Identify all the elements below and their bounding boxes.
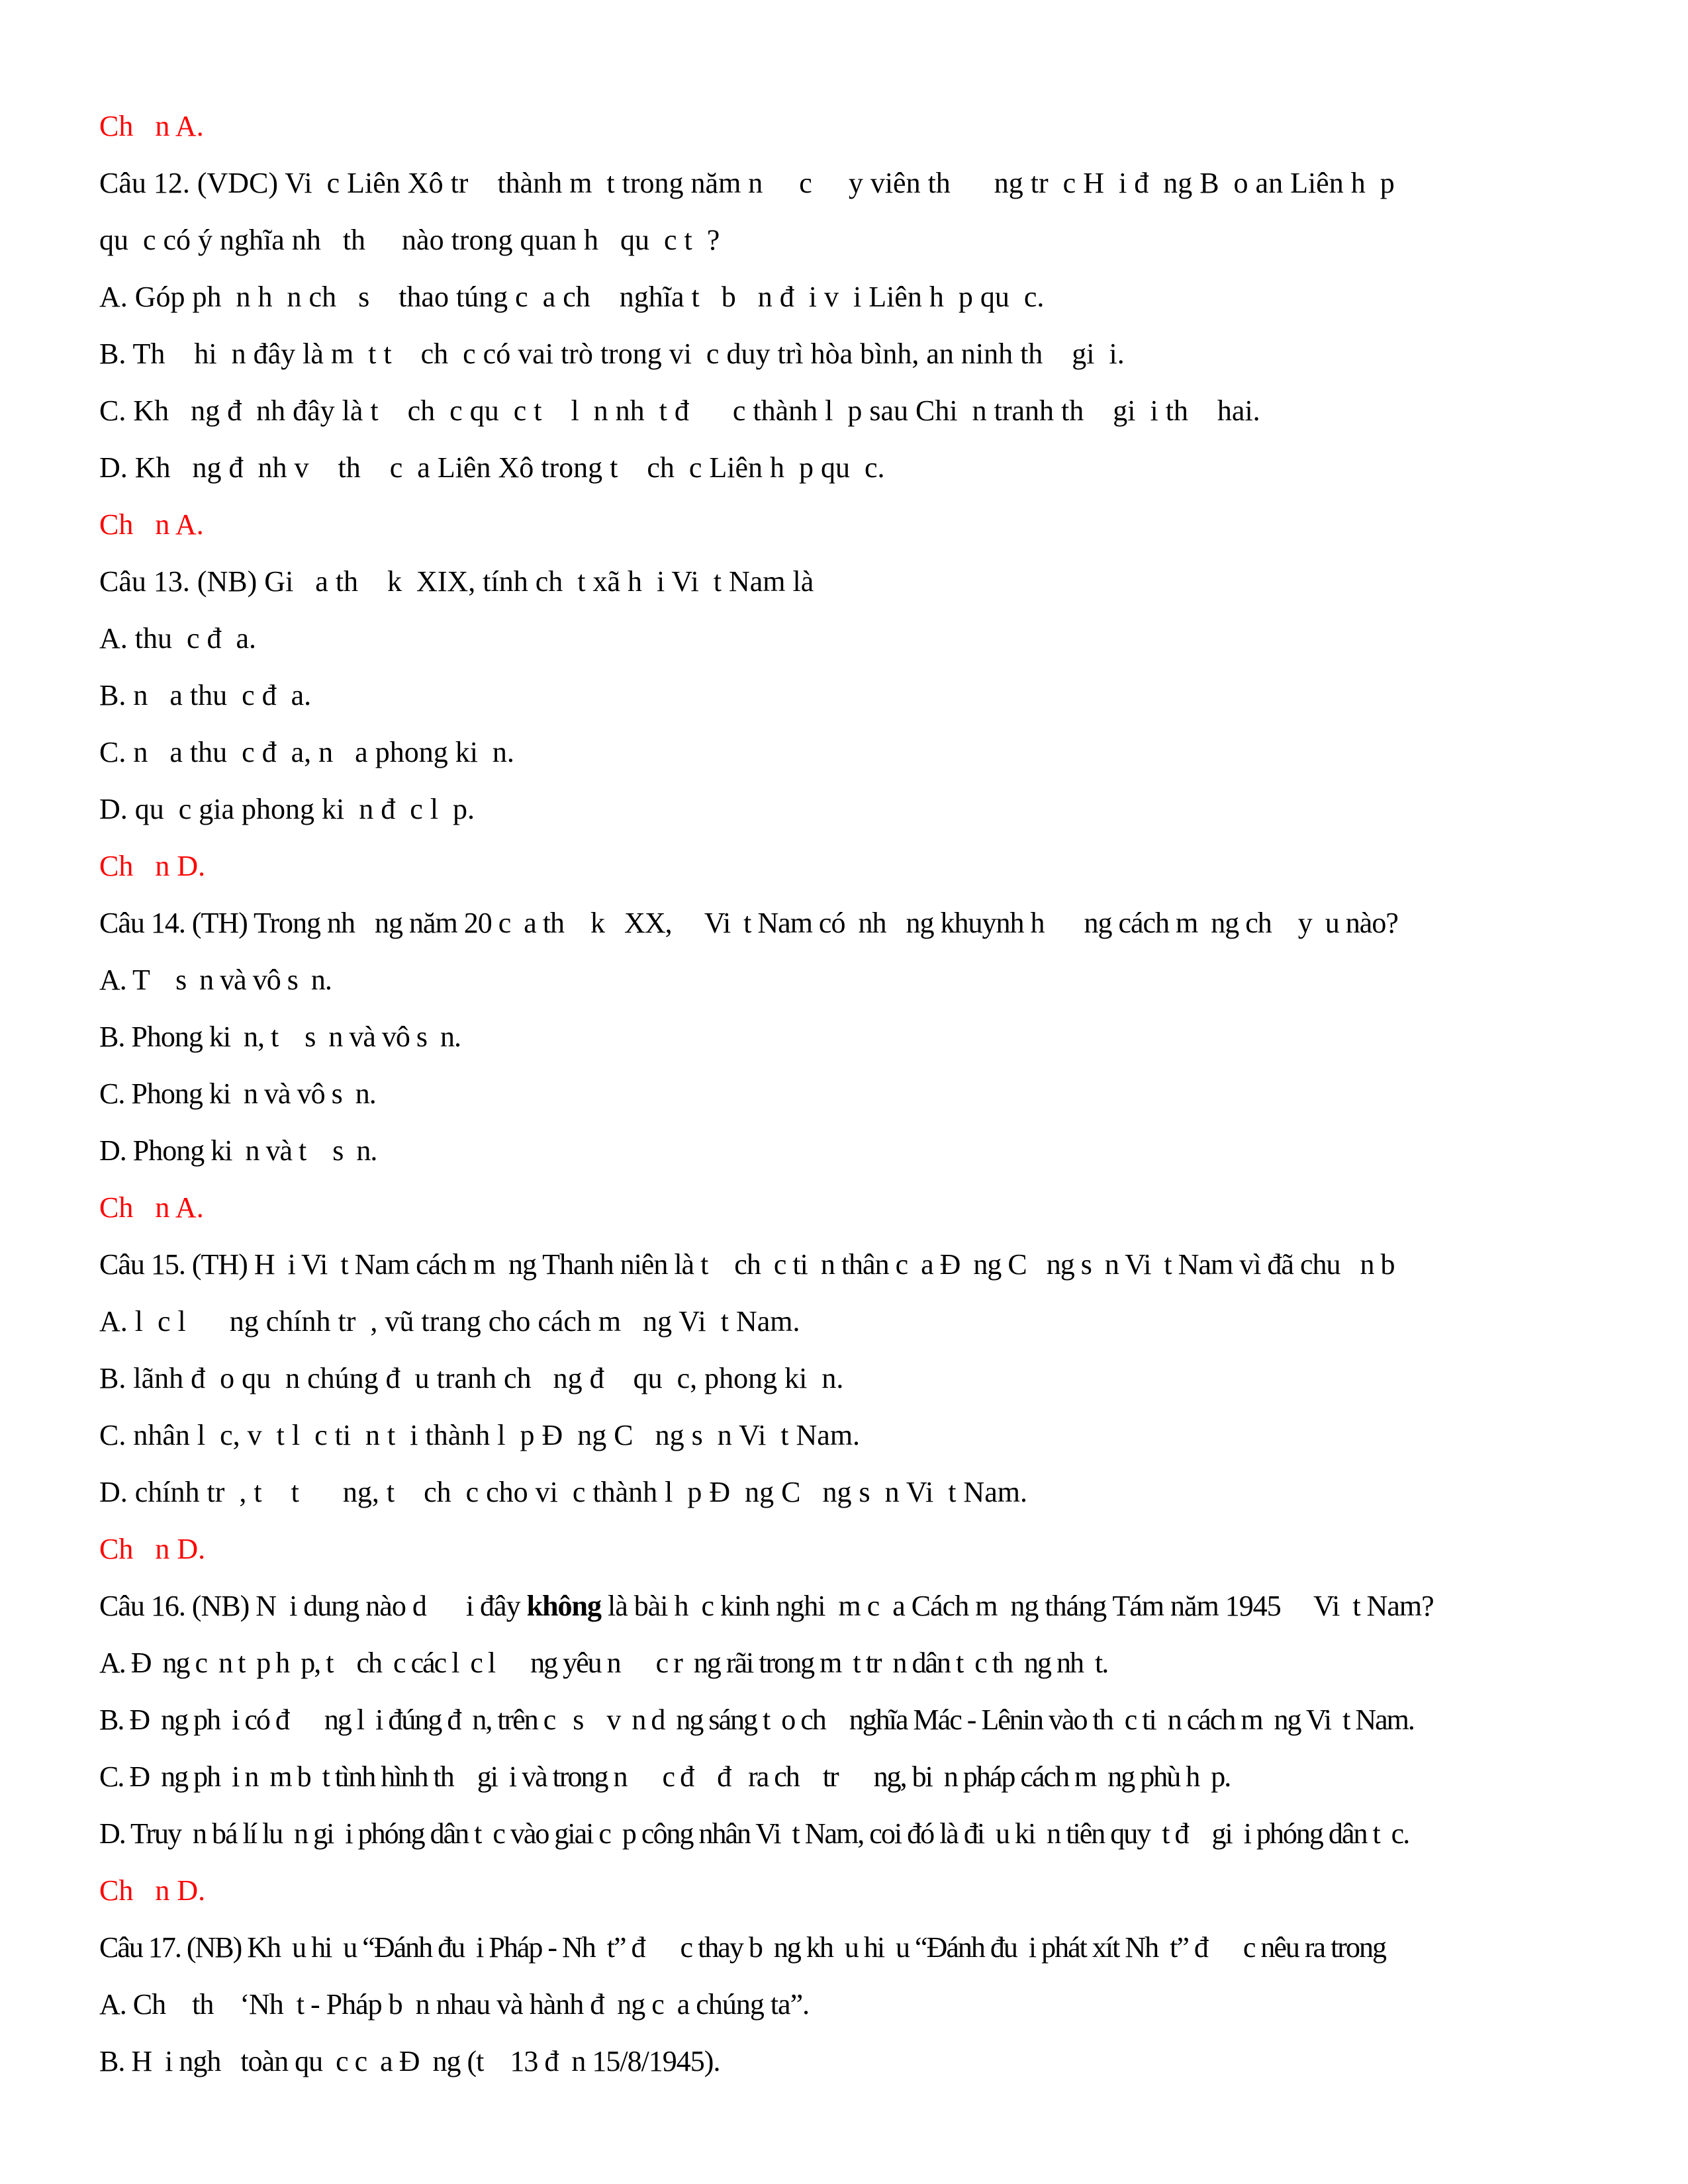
question-13-stem: Câu 13. (NB) Gi a th k XIX, tính ch t xã h i Vi t Nam là <box>99 565 814 598</box>
question-14-option-b: B. Phong ki n, t s n và vô s n. <box>99 1021 461 1053</box>
question-16-option-c: C. Đ ng ph i n m b t tình hình th gi i và trong n c đ đ ra ch tr ng, bi n pháp cách m ng phù h p. <box>99 1760 1231 1793</box>
question-16-stem-post: là bài h c kinh nghi m c a Cách m ng tháng Tám năm 1945 Vi t Nam? <box>601 1590 1434 1622</box>
question-17-option-b: B. H i ngh toàn qu c c a Đ ng (t 13 đ n 15/8/1945). <box>99 2045 720 2077</box>
question-14 <box>99 895 1595 1179</box>
question-16-stem <box>99 1578 1595 1635</box>
question-15-stem: Câu 15. (TH) H i Vi t Nam cách m ng Thanh niên là t ch c ti n thân c a Đ ng C ng s n Vi t Nam vì đã chu n b <box>99 1248 1395 1281</box>
question-12-option-b: B. Th hi n đây là m t t ch c có vai trò trong vi c duy trì hòa bình, an ninh th gi i. <box>99 338 1125 370</box>
question-14-option-a: A. T s n và vô s n. <box>99 964 332 996</box>
question-16 <box>99 1578 1595 1862</box>
question-13-option-d: D. qu c gia phong ki n đ c l p. <box>99 793 475 825</box>
answer-q16: Ch n D. <box>99 1874 206 1907</box>
question-16-option-b: B. Đ ng ph i có đ ng l i đúng đ n, trên c s v n d ng sáng t o ch nghĩa Mác - Lênin vào th c ti n cách m ng Vi t Nam. <box>99 1704 1414 1736</box>
question-16-stem-emphasis: không <box>526 1590 602 1622</box>
answer-q15: Ch n D. <box>99 1533 206 1565</box>
question-12-option-d: D. Kh ng đ nh v th c a Liên Xô trong t ch c Liên h p qu c. <box>99 451 885 484</box>
answer-q13: Ch n D. <box>99 850 206 882</box>
question-15 <box>99 1236 1595 1521</box>
question-13 <box>99 553 1595 838</box>
question-17-stem: Câu 17. (NB) Kh u hi u “Đánh đu i Pháp - Nh t” đ c thay b ng kh u hi u “Đánh đu i phát xít Nh t” đ c nêu ra trong <box>99 1931 1385 1964</box>
question-16-stem-pre: Câu 16. (NB) N i dung nào d i đây <box>99 1590 527 1622</box>
question-16-option-a: A. Đ ng c n t p h p, t ch c các l c l ng yêu n c r ng rãi trong m t tr n dân t c th ng nh t. <box>99 1647 1108 1679</box>
question-15-option-a: A. l c l ng chính tr , vũ trang cho cách m ng Vi t Nam. <box>99 1305 800 1338</box>
answer-q11: Ch n A. <box>99 110 204 142</box>
question-17 <box>99 1919 1595 2090</box>
question-14-stem: Câu 14. (TH) Trong nh ng năm 20 c a th k XX, Vi t Nam có nh ng khuynh h ng cách m ng ch y u nào? <box>99 907 1398 939</box>
question-15-option-c: C. nhân l c, v t l c ti n t i thành l p Đ ng C ng s n Vi t Nam. <box>99 1419 861 1451</box>
question-12 <box>99 155 1595 496</box>
answer-q12: Ch n A. <box>99 508 204 541</box>
question-13-option-a: A. thu c đ a. <box>99 622 257 655</box>
question-15-option-b: B. lãnh đ o qu n chúng đ u tranh ch ng đ qu c, phong ki n. <box>99 1362 844 1394</box>
question-14-option-c: C. Phong ki n và vô s n. <box>99 1077 376 1110</box>
question-17-option-a: A. Ch th ‘Nh t - Pháp b n nhau và hành đ ng c a chúng ta”. <box>99 1988 810 2021</box>
question-12-option-c: C. Kh ng đ nh đây là t ch c qu c t l n nh t đ c thành l p sau Chi n tranh th gi i th hai. <box>99 394 1260 427</box>
question-12-stem-line2: qu c có ý nghĩa nh th nào trong quan h qu c t ? <box>99 224 720 256</box>
document-page <box>99 98 1595 2090</box>
question-12-stem-line1: Câu 12. (VDC) Vi c Liên Xô tr thành m t trong năm n c y viên th ng tr c H i đ ng B o an Liên h p <box>99 167 1395 199</box>
question-16-option-d: D. Truy n bá lí lu n gi i phóng dân t c vào giai c p công nhân Vi t Nam, coi đó là đi u ki n tiên quy t đ gi i phóng dân t c. <box>99 1817 1409 1850</box>
answer-q14: Ch n A. <box>99 1191 204 1224</box>
question-14-option-d: D. Phong ki n và t s n. <box>99 1134 377 1167</box>
question-15-option-d: D. chính tr , t t ng, t ch c cho vi c thành l p Đ ng C ng s n Vi t Nam. <box>99 1476 1027 1508</box>
question-13-option-c: C. n a thu c đ a, n a phong ki n. <box>99 736 514 768</box>
question-13-option-b: B. n a thu c đ a. <box>99 679 312 711</box>
question-12-option-a: A. Góp ph n h n ch s thao túng c a ch nghĩa t b n đ i v i Liên h p qu c. <box>99 281 1045 313</box>
